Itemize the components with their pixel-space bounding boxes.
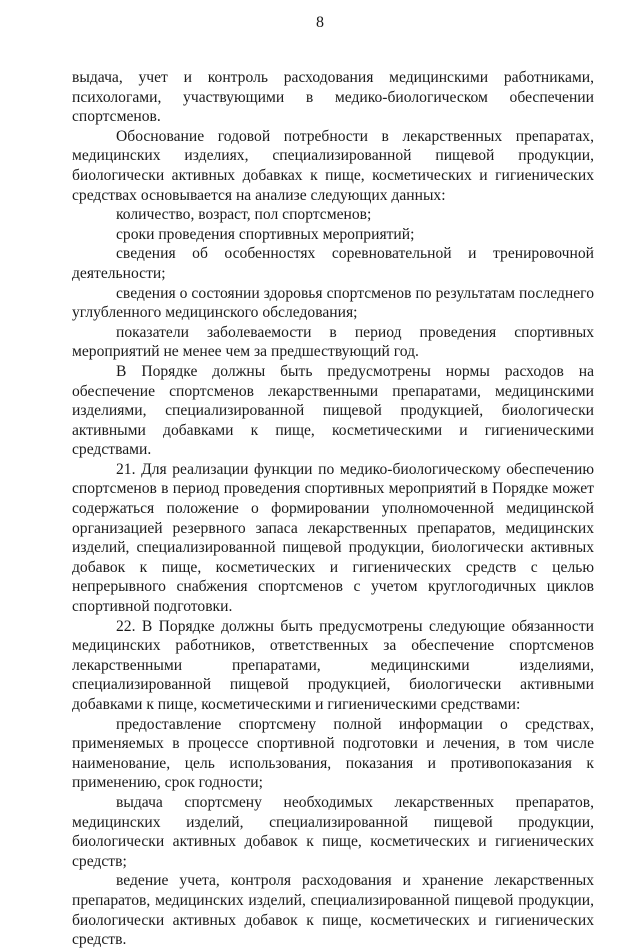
list-item-health-status: сведения о состоянии здоровья спортсменов по результатам последнего углубленного медицинского обследования; <box>72 284 594 322</box>
list-item-activity-features: сведения об особенностях соревновательной и тренировочной деятельности; <box>72 245 594 282</box>
list-item-issuance: выдача спортсмену необходимых лекарственных препаратов, медицинских изделий, специализированной пищевой продукции, биологически активных добавок к пище, косметических и гигиенических средств; <box>72 793 594 870</box>
paragraph-consumption-norms: В Порядке должны быть предусмотрены нормы расходов на обеспечение спортсменов лекарственными препаратами, медицинскими изделиями, специализированной пищевой продукцией, биологически активными добавками к пище, косметическими и гигиеническими средствами. <box>72 362 594 459</box>
paragraph-continuation: выдача, учет и контроль расходования медицинскими работниками, психологами, участвующими в медико-биологическом обеспечении спортсменов. <box>72 69 594 126</box>
list-item-information-provision: предоставление спортсмену полной информации о средствах, применяемых в процессе спортивной подготовки и лечения, в том числе наименование, цель использования, показания и противопоказания к применению, срок годности; <box>72 715 594 792</box>
paragraph-clause-21: 21. Для реализации функции по медико-биологическому обеспечению спортсменов в период проведения спортивных мероприятий в Порядке может содержаться положение о формировании уполномоченной медицинской организацией резервного запаса лекарственных препаратов, медицинских изделий, специализированной пищевой продукции, биологически активных добавок к пище, косметических и гигиенических средств с целью непрерывного снабжения спортсменов с учетом круглогодичных циклов спортивной подготовки. <box>72 460 594 616</box>
document-body <box>72 68 594 950</box>
page-number: 8 <box>316 14 324 31</box>
list-item-event-dates: сроки проведения спортивных мероприятий; <box>116 225 415 243</box>
list-item-athlete-count: количество, возраст, пол спортсменов; <box>116 206 372 224</box>
list-item-morbidity: показатели заболеваемости в период проведения спортивных мероприятий не менее чем за предшествующий год. <box>72 323 594 361</box>
paragraph-clause-22: 22. В Порядке должны быть предусмотрены следующие обязанности медицинских работников, ответственных за обеспечение спортсменов лекарственными препаратами, медицинскими изделиями, специализированной пищевой продукцией, биологически активными добавками к пище, косметическими и гигиеническими средствами: <box>72 617 594 713</box>
paragraph-justification-intro: Обоснование годовой потребности в лекарственных препаратах, медицинских изделиях, специализированной пищевой продукции, биологически активных добавках к пище, косметических и гигиенических средствах основывается на анализе следующих данных: <box>72 127 594 204</box>
list-item-accounting: ведение учета, контроля расходования и хранение лекарственных препаратов, медицинских изделий, специализированной пищевой продукции, биологически активных добавок к пище, косметических и гигиенических средств. <box>72 872 594 949</box>
